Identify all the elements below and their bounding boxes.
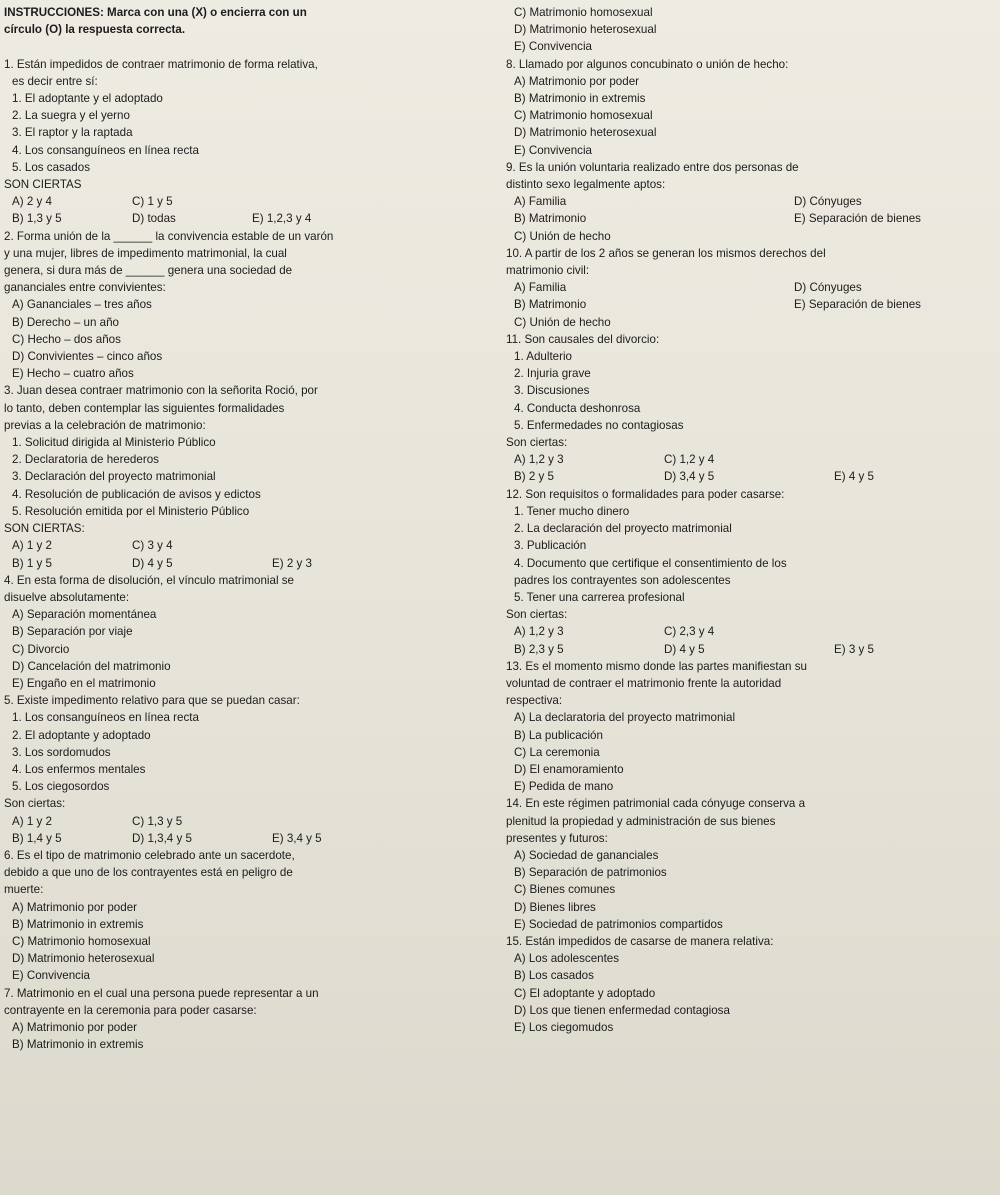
question-text: 1. Están impedidos de contraer matrimonio de forma relativa, (4, 57, 318, 71)
line-text: B) Separación por viaje (12, 625, 133, 639)
option-text: B) 2 y 5 (514, 470, 554, 484)
question-text: 7. Matrimonio en el cual una persona puede representar a un (4, 986, 319, 1000)
options-row (506, 641, 996, 658)
line-text: E) Engaño en el matrimonio (12, 676, 156, 690)
options-row (506, 210, 996, 227)
line-text: 3. Los sordomudos (12, 745, 111, 759)
line-text: E) Convivencia (12, 969, 90, 983)
option-text: B) 1 y 5 (12, 556, 52, 570)
line-text: E) Convivencia (514, 40, 592, 54)
line-text: es decir entre sí: (12, 74, 98, 88)
line-text: B) La publicación (514, 728, 603, 742)
line-text: Son ciertas: (506, 436, 568, 450)
line-text: D) Convivientes – cinco años (12, 350, 163, 364)
options-row (506, 296, 996, 313)
line-text: D) Cancelación del matrimonio (12, 659, 171, 673)
line-text: SON CIERTAS: (4, 522, 85, 536)
option-text: B) 1,3 y 5 (12, 212, 62, 226)
options-row (4, 830, 496, 847)
right-column (506, 4, 996, 1036)
question-text: 14. En este régimen patrimonial cada cónyuge conserva a (506, 797, 806, 811)
line-text: disuelve absolutamente: (4, 590, 130, 604)
option-text: E) 1,2,3 y 4 (252, 212, 312, 226)
option-text: B) 1,4 y 5 (12, 831, 62, 845)
option-text: A) 1 y 2 (12, 539, 52, 553)
line-text: E) Convivencia (514, 143, 592, 157)
line-text: 4. Los consanguíneos en línea recta (12, 143, 199, 157)
options-row (4, 537, 496, 554)
line-text: y una mujer, libres de impedimento matrimonial, la cual (4, 246, 287, 260)
line-text: contrayente en la ceremonia para poder casarse: (4, 1003, 257, 1017)
question-text: 11. Son causales del divorcio: (506, 332, 660, 346)
line-text: muerte: (4, 883, 44, 897)
option-text: A) Familia (514, 281, 567, 295)
line-text: Son ciertas: (4, 797, 66, 811)
question-text: 12. Son requisitos o formalidades para poder casarse: (506, 487, 785, 501)
line-text: 1. El adoptante y el adoptado (12, 92, 163, 106)
option-text: D) 4 y 5 (132, 556, 173, 570)
line-text: 3. Publicación (514, 539, 587, 553)
option-text: D) 4 y 5 (664, 642, 705, 656)
line-text: A) Gananciales – tres años (12, 298, 152, 312)
option-text: D) todas (132, 212, 176, 226)
options-row (4, 813, 496, 830)
option-text: E) Separación de bienes (794, 298, 921, 312)
question-text: 8. Llamado por algunos concubinato o unión de hecho: (506, 57, 789, 71)
option-text: E) 3 y 5 (834, 642, 874, 656)
question-text: 15. Están impedidos de casarse de manera relativa: (506, 934, 774, 948)
option-text: B) Matrimonio (514, 298, 587, 312)
options-row (506, 623, 996, 640)
line-text: D) Matrimonio heterosexual (514, 126, 657, 140)
line-text: 1. Adulterio (514, 350, 573, 364)
question-text: 3. Juan desea contraer matrimonio con la señorita Roció, por (4, 384, 318, 398)
option-text: C) 1,3 y 5 (132, 814, 183, 828)
option-text: B) Matrimonio (514, 212, 587, 226)
line-text: plenitud la propiedad y administración de sus bienes (506, 814, 776, 828)
line-text: B) Los casados (514, 969, 594, 983)
line-text: D) Los que tienen enfermedad contagiosa (514, 1003, 730, 1017)
question-text: 9. Es la unión voluntaria realizado entre dos personas de (506, 160, 799, 174)
option-text: E) 4 y 5 (834, 470, 874, 484)
line-text: 2. Injuria grave (514, 367, 591, 381)
line-text: 2. El adoptante y adoptado (12, 728, 151, 742)
line-text: E) Los ciegomudos (514, 1020, 614, 1034)
line-text: C) Matrimonio homosexual (514, 6, 653, 19)
line-text: 5. Los casados (12, 160, 90, 174)
line-text: 4. Conducta deshonrosa (514, 401, 641, 415)
line-text: 3. El raptor y la raptada (12, 126, 133, 140)
option-text: E) Separación de bienes (794, 212, 921, 226)
option-text: A) 2 y 4 (12, 195, 52, 209)
line-text: D) El enamoramiento (514, 762, 624, 776)
line-text: A) La declaratoria del proyecto matrimonial (514, 711, 736, 725)
line-text: B) Matrimonio in extremis (514, 92, 646, 106)
option-text (814, 623, 934, 640)
line-text: C) Bienes comunes (514, 883, 616, 897)
option-text: C) 1,2 y 4 (664, 453, 715, 467)
line-text: D) Bienes libres (514, 900, 596, 914)
line-text: 3. Declaración del proyecto matrimonial (12, 470, 216, 484)
option-text: A) 1,2 y 3 (514, 625, 564, 639)
line-text: 4. Documento que certifique el consentimiento de los (514, 556, 787, 570)
line-text: C) El adoptante y adoptado (514, 986, 656, 1000)
line-text: A) Matrimonio por poder (12, 1020, 138, 1034)
line-text (4, 38, 496, 55)
line-text: C) Hecho – dos años (12, 332, 121, 346)
option-text: C) 2,3 y 4 (664, 625, 715, 639)
option-text: C) 3 y 4 (132, 539, 173, 553)
line-text: B) Matrimonio in extremis (12, 1038, 144, 1052)
line-text: debido a que uno de los contrayentes está en peligro de (4, 866, 293, 880)
line-text: 2. La suegra y el yerno (12, 109, 130, 123)
line-text: genera, si dura más de ______ genera una sociedad de (4, 264, 293, 278)
options-row (4, 193, 496, 210)
question-text: 2. Forma unión de la ______ la convivencia estable de un varón (4, 229, 334, 243)
line-text: E) Pedida de mano (514, 780, 614, 794)
options-row (506, 451, 996, 468)
line-text: voluntad de contraer el matrimonio frente la autoridad (506, 676, 782, 690)
line-text: E) Sociedad de patrimonios compartidos (514, 917, 723, 931)
option-text (252, 537, 372, 554)
line-text: 2. Declaratoria de herederos (12, 453, 159, 467)
option-text (674, 193, 794, 210)
instructions-text: círculo (O) la respuesta correcta. (4, 23, 186, 37)
line-text: 4. Los enfermos mentales (12, 762, 146, 776)
options-row (506, 279, 996, 296)
line-text: lo tanto, deben contemplar las siguientes formalidades (4, 401, 285, 415)
line-text: 1. Solicitud dirigida al Ministerio Público (12, 436, 216, 450)
line-text: A) Separación momentánea (12, 608, 157, 622)
line-text: 5. Resolución emitida por el Ministerio Público (12, 504, 250, 518)
question-text: 4. En esta forma de disolución, el vínculo matrimonial se (4, 573, 294, 587)
line-text: 5. Los ciegosordos (12, 780, 110, 794)
line-text: C) La ceremonia (514, 745, 600, 759)
line-text: C) Matrimonio homosexual (12, 934, 151, 948)
line-text: 5. Enfermedades no contagiosas (514, 418, 684, 432)
line-text: B) Matrimonio in extremis (12, 917, 144, 931)
line-text: gananciales entre convivientes: (4, 281, 166, 295)
line-text: A) Matrimonio por poder (12, 900, 138, 914)
line-text: SON CIERTAS (4, 178, 82, 192)
line-text: C) Matrimonio homosexual (514, 109, 653, 123)
option-text: E) 3,4 y 5 (272, 831, 322, 845)
option-text (814, 451, 934, 468)
option-text (674, 279, 794, 296)
line-text: B) Derecho – un año (12, 315, 119, 329)
option-text: E) 2 y 3 (272, 556, 312, 570)
line-text: B) Separación de patrimonios (514, 866, 667, 880)
option-text (674, 296, 794, 313)
line-text: A) Matrimonio por poder (514, 74, 640, 88)
line-text: Son ciertas: (506, 608, 568, 622)
options-row (506, 193, 996, 210)
instructions-text: INSTRUCCIONES: Marca con una (X) o encierra con un (4, 6, 307, 19)
line-text: C) Unión de hecho (514, 229, 611, 243)
line-text: distinto sexo legalmente aptos: (506, 178, 666, 192)
option-text (272, 813, 392, 830)
line-text: 1. Tener mucho dinero (514, 504, 630, 518)
options-row (506, 468, 996, 485)
option-text: D) Cónyuges (794, 281, 862, 295)
option-text: C) 1 y 5 (132, 195, 173, 209)
option-text: A) 1,2 y 3 (514, 453, 564, 467)
line-text: 4. Resolución de publicación de avisos y edictos (12, 487, 261, 501)
option-text (674, 210, 794, 227)
question-text: 13. Es el momento mismo donde las partes manifiestan su (506, 659, 807, 673)
line-text: respectiva: (506, 694, 563, 708)
line-text: 2. La declaración del proyecto matrimonial (514, 522, 732, 536)
line-text: padres los contrayentes son adolescentes (514, 573, 731, 587)
line-text: A) Sociedad de gananciales (514, 848, 659, 862)
line-text: C) Divorcio (12, 642, 70, 656)
line-text: D) Matrimonio heterosexual (514, 23, 657, 37)
line-text: E) Hecho – cuatro años (12, 367, 134, 381)
options-row (4, 210, 496, 227)
line-text: previas a la celebración de matrimonio: (4, 418, 206, 432)
option-text: D) 3,4 y 5 (664, 470, 715, 484)
left-column (4, 4, 496, 1053)
option-text: B) 2,3 y 5 (514, 642, 564, 656)
line-text: 5. Tener una carrerea profesional (514, 590, 685, 604)
question-text: 10. A partir de los 2 años se generan los mismos derechos del (506, 246, 826, 260)
option-text: D) 1,3,4 y 5 (132, 831, 192, 845)
line-text: 3. Discusiones (514, 384, 590, 398)
options-row (4, 555, 496, 572)
line-text: A) Los adolescentes (514, 952, 620, 966)
line-text: C) Unión de hecho (514, 315, 611, 329)
option-text: A) Familia (514, 195, 567, 209)
line-text: 1. Los consanguíneos en línea recta (12, 711, 199, 725)
option-text: A) 1 y 2 (12, 814, 52, 828)
option-text (252, 193, 372, 210)
line-text: D) Matrimonio heterosexual (12, 952, 155, 966)
question-text: 6. Es el tipo de matrimonio celebrado ante un sacerdote, (4, 848, 295, 862)
question-text: 5. Existe impedimento relativo para que se puedan casar: (4, 694, 300, 708)
option-text: D) Cónyuges (794, 195, 862, 209)
line-text: matrimonio civil: (506, 264, 590, 278)
line-text: presentes y futuros: (506, 831, 608, 845)
